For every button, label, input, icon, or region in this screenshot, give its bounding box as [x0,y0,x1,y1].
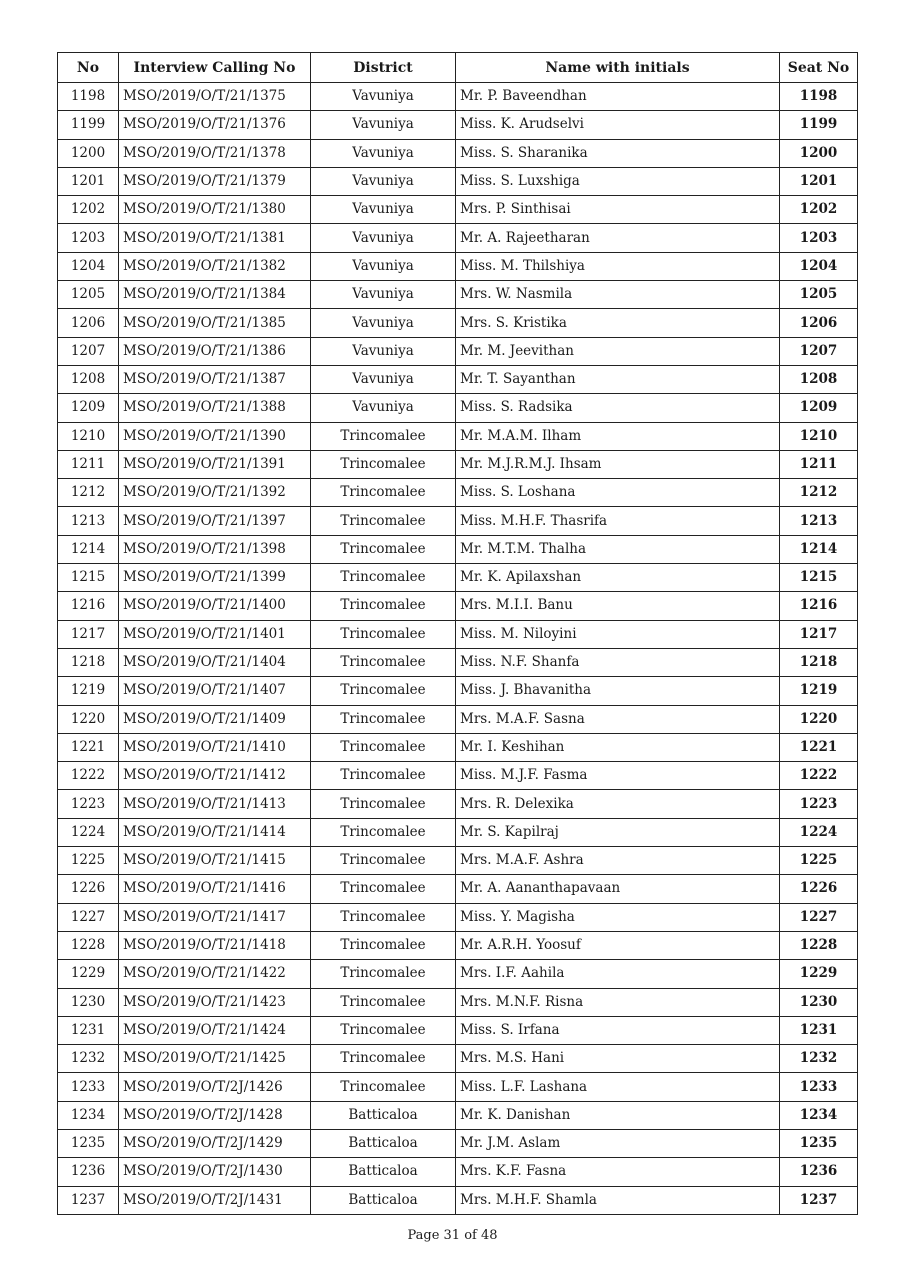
cell-district: Trincomalee [311,960,456,988]
table-row [58,422,858,450]
cell-name: Mr. S. Kapilraj [456,818,780,846]
cell-no: 1233 [58,1073,119,1101]
cell-interview-calling-no: MSO/2019/O/T/21/1387 [119,365,311,393]
cell-interview-calling-no: MSO/2019/O/T/21/1382 [119,252,311,280]
cell-district: Trincomalee [311,1073,456,1101]
cell-name: Mr. I. Keshihan [456,733,780,761]
cell-district: Trincomalee [311,988,456,1016]
cell-interview-calling-no: MSO/2019/O/T/21/1416 [119,875,311,903]
cell-name: Miss. N.F. Shanfa [456,648,780,676]
cell-interview-calling-no: MSO/2019/O/T/21/1401 [119,620,311,648]
cell-seat-no: 1226 [780,875,858,903]
cell-interview-calling-no: MSO/2019/O/T/21/1404 [119,648,311,676]
table-row [58,931,858,959]
cell-name: Miss. M.H.F. Thasrifa [456,507,780,535]
cell-name: Miss. M. Niloyini [456,620,780,648]
cell-no: 1235 [58,1129,119,1157]
cell-interview-calling-no: MSO/2019/O/T/21/1407 [119,677,311,705]
cell-interview-calling-no: MSO/2019/O/T/21/1423 [119,988,311,1016]
table-row [58,1045,858,1073]
cell-no: 1226 [58,875,119,903]
cell-no: 1227 [58,903,119,931]
cell-name: Mr. K. Apilaxshan [456,564,780,592]
cell-district: Trincomalee [311,705,456,733]
cell-name: Miss. M. Thilshiya [456,252,780,280]
cell-interview-calling-no: MSO/2019/O/T/21/1398 [119,535,311,563]
cell-seat-no: 1219 [780,677,858,705]
cell-district: Vavuniya [311,196,456,224]
cell-interview-calling-no: MSO/2019/O/T/21/1378 [119,139,311,167]
cell-seat-no: 1215 [780,564,858,592]
cell-seat-no: 1221 [780,733,858,761]
cell-no: 1217 [58,620,119,648]
table-row [58,365,858,393]
cell-district: Batticaloa [311,1129,456,1157]
table-row [58,1073,858,1101]
cell-seat-no: 1236 [780,1158,858,1186]
cell-no: 1207 [58,337,119,365]
header-name: Name with initials [456,53,780,83]
table-row [58,875,858,903]
cell-name: Mrs. K.F. Fasna [456,1158,780,1186]
cell-district: Trincomalee [311,762,456,790]
table-row [58,733,858,761]
cell-name: Mrs. W. Nasmila [456,281,780,309]
table-row [58,196,858,224]
cell-seat-no: 1205 [780,281,858,309]
cell-district: Vavuniya [311,337,456,365]
cell-seat-no: 1199 [780,111,858,139]
cell-no: 1205 [58,281,119,309]
cell-no: 1212 [58,479,119,507]
cell-seat-no: 1227 [780,903,858,931]
header-no: No [58,53,119,83]
cell-no: 1200 [58,139,119,167]
cell-no: 1230 [58,988,119,1016]
cell-interview-calling-no: MSO/2019/O/T/21/1376 [119,111,311,139]
cell-name: Mrs. P. Sinthisai [456,196,780,224]
cell-interview-calling-no: MSO/2019/O/T/21/1399 [119,564,311,592]
cell-no: 1202 [58,196,119,224]
cell-no: 1234 [58,1101,119,1129]
cell-district: Trincomalee [311,592,456,620]
cell-no: 1228 [58,931,119,959]
cell-seat-no: 1203 [780,224,858,252]
table-row [58,507,858,535]
cell-seat-no: 1206 [780,309,858,337]
cell-district: Trincomalee [311,847,456,875]
cell-district: Batticaloa [311,1186,456,1214]
cell-no: 1201 [58,167,119,195]
cell-district: Vavuniya [311,365,456,393]
table-body [58,83,858,1215]
cell-name: Mr. P. Baveendhan [456,83,780,111]
cell-name: Mrs. M.I.I. Banu [456,592,780,620]
table-row [58,394,858,422]
cell-seat-no: 1231 [780,1016,858,1044]
cell-name: Miss. S. Radsika [456,394,780,422]
cell-district: Batticaloa [311,1158,456,1186]
cell-no: 1222 [58,762,119,790]
cell-district: Trincomalee [311,479,456,507]
cell-seat-no: 1217 [780,620,858,648]
cell-no: 1219 [58,677,119,705]
cell-no: 1220 [58,705,119,733]
table-row [58,762,858,790]
cell-district: Trincomalee [311,620,456,648]
header-district: District [311,53,456,83]
cell-no: 1221 [58,733,119,761]
table-row [58,450,858,478]
cell-seat-no: 1202 [780,196,858,224]
cell-interview-calling-no: MSO/2019/O/T/21/1409 [119,705,311,733]
table-row [58,592,858,620]
cell-interview-calling-no: MSO/2019/O/T/21/1386 [119,337,311,365]
cell-seat-no: 1209 [780,394,858,422]
cell-no: 1215 [58,564,119,592]
cell-district: Trincomalee [311,875,456,903]
cell-district: Trincomalee [311,931,456,959]
header-row [58,53,858,83]
table-row [58,847,858,875]
cell-seat-no: 1216 [780,592,858,620]
cell-district: Trincomalee [311,790,456,818]
cell-district: Vavuniya [311,309,456,337]
cell-interview-calling-no: MSO/2019/O/T/21/1424 [119,1016,311,1044]
cell-seat-no: 1223 [780,790,858,818]
cell-district: Trincomalee [311,450,456,478]
cell-interview-calling-no: MSO/2019/O/T/21/1384 [119,281,311,309]
cell-interview-calling-no: MSO/2019/O/T/21/1418 [119,931,311,959]
cell-seat-no: 1208 [780,365,858,393]
table-row [58,83,858,111]
cell-interview-calling-no: MSO/2019/O/T/21/1410 [119,733,311,761]
cell-interview-calling-no: MSO/2019/O/T/21/1391 [119,450,311,478]
cell-seat-no: 1224 [780,818,858,846]
cell-no: 1232 [58,1045,119,1073]
cell-seat-no: 1222 [780,762,858,790]
cell-district: Trincomalee [311,648,456,676]
cell-district: Vavuniya [311,394,456,422]
table-row [58,479,858,507]
cell-name: Mr. K. Danishan [456,1101,780,1129]
cell-seat-no: 1200 [780,139,858,167]
cell-district: Vavuniya [311,224,456,252]
cell-name: Miss. S. Sharanika [456,139,780,167]
table-row [58,988,858,1016]
cell-no: 1210 [58,422,119,450]
table-row [58,1186,858,1214]
cell-interview-calling-no: MSO/2019/O/T/21/1381 [119,224,311,252]
candidate-table [57,52,858,1215]
cell-no: 1223 [58,790,119,818]
table-row [58,535,858,563]
cell-seat-no: 1225 [780,847,858,875]
cell-no: 1216 [58,592,119,620]
cell-interview-calling-no: MSO/2019/O/T/2J/1430 [119,1158,311,1186]
table-row [58,818,858,846]
cell-interview-calling-no: MSO/2019/O/T/21/1412 [119,762,311,790]
cell-seat-no: 1218 [780,648,858,676]
table-row [58,139,858,167]
cell-name: Miss. S. Luxshiga [456,167,780,195]
cell-name: Mrs. M.A.F. Sasna [456,705,780,733]
cell-interview-calling-no: MSO/2019/O/T/21/1385 [119,309,311,337]
cell-seat-no: 1201 [780,167,858,195]
table-row [58,620,858,648]
cell-name: Mr. A. Aananthapavaan [456,875,780,903]
table-row [58,1129,858,1157]
cell-no: 1229 [58,960,119,988]
cell-interview-calling-no: MSO/2019/O/T/21/1413 [119,790,311,818]
table-row [58,705,858,733]
table-row [58,309,858,337]
cell-seat-no: 1229 [780,960,858,988]
cell-name: Mr. M.J.R.M.J. Ihsam [456,450,780,478]
header-seat-no: Seat No [780,53,858,83]
table-row [58,790,858,818]
table-row [58,167,858,195]
cell-interview-calling-no: MSO/2019/O/T/21/1375 [119,83,311,111]
cell-no: 1199 [58,111,119,139]
cell-no: 1198 [58,83,119,111]
cell-name: Miss. S. Loshana [456,479,780,507]
cell-name: Miss. S. Irfana [456,1016,780,1044]
cell-no: 1211 [58,450,119,478]
cell-name: Mrs. M.A.F. Ashra [456,847,780,875]
cell-name: Mrs. M.H.F. Shamla [456,1186,780,1214]
cell-name: Mrs. M.S. Hani [456,1045,780,1073]
cell-no: 1206 [58,309,119,337]
cell-name: Mr. M.A.M. Ilham [456,422,780,450]
cell-name: Mr. A. Rajeetharan [456,224,780,252]
table-row [58,903,858,931]
cell-no: 1203 [58,224,119,252]
cell-seat-no: 1233 [780,1073,858,1101]
cell-interview-calling-no: MSO/2019/O/T/2J/1428 [119,1101,311,1129]
page-footer: Page 31 of 48 [407,1228,498,1243]
cell-name: Miss. L.F. Lashana [456,1073,780,1101]
cell-no: 1224 [58,818,119,846]
table-row [58,648,858,676]
cell-name: Miss. M.J.F. Fasma [456,762,780,790]
cell-district: Vavuniya [311,281,456,309]
cell-name: Mr. M.T.M. Thalha [456,535,780,563]
cell-name: Miss. K. Arudselvi [456,111,780,139]
cell-name: Mr. M. Jeevithan [456,337,780,365]
cell-seat-no: 1214 [780,535,858,563]
cell-no: 1237 [58,1186,119,1214]
cell-seat-no: 1235 [780,1129,858,1157]
cell-seat-no: 1212 [780,479,858,507]
cell-seat-no: 1198 [780,83,858,111]
table-row [58,224,858,252]
cell-name: Mr. J.M. Aslam [456,1129,780,1157]
cell-district: Trincomalee [311,535,456,563]
cell-interview-calling-no: MSO/2019/O/T/21/1388 [119,394,311,422]
table-row [58,564,858,592]
cell-district: Trincomalee [311,818,456,846]
cell-interview-calling-no: MSO/2019/O/T/2J/1426 [119,1073,311,1101]
cell-name: Mr. T. Sayanthan [456,365,780,393]
cell-no: 1208 [58,365,119,393]
cell-district: Vavuniya [311,83,456,111]
table-row [58,1158,858,1186]
cell-seat-no: 1228 [780,931,858,959]
cell-interview-calling-no: MSO/2019/O/T/21/1422 [119,960,311,988]
cell-no: 1225 [58,847,119,875]
table-row [58,677,858,705]
cell-district: Trincomalee [311,677,456,705]
cell-no: 1218 [58,648,119,676]
cell-name: Mrs. M.N.F. Risna [456,988,780,1016]
cell-no: 1236 [58,1158,119,1186]
cell-district: Trincomalee [311,507,456,535]
cell-seat-no: 1232 [780,1045,858,1073]
cell-district: Vavuniya [311,139,456,167]
cell-seat-no: 1210 [780,422,858,450]
cell-district: Trincomalee [311,1045,456,1073]
cell-interview-calling-no: MSO/2019/O/T/21/1390 [119,422,311,450]
table-row [58,1101,858,1129]
cell-district: Trincomalee [311,422,456,450]
cell-no: 1204 [58,252,119,280]
cell-name: Mr. A.R.H. Yoosuf [456,931,780,959]
cell-district: Vavuniya [311,167,456,195]
cell-seat-no: 1211 [780,450,858,478]
header-interview-calling-no: Interview Calling No [119,53,311,83]
cell-seat-no: 1234 [780,1101,858,1129]
cell-interview-calling-no: MSO/2019/O/T/2J/1429 [119,1129,311,1157]
cell-seat-no: 1237 [780,1186,858,1214]
cell-no: 1209 [58,394,119,422]
cell-name: Miss. J. Bhavanitha [456,677,780,705]
cell-interview-calling-no: MSO/2019/O/T/21/1379 [119,167,311,195]
cell-seat-no: 1230 [780,988,858,1016]
cell-seat-no: 1220 [780,705,858,733]
cell-district: Trincomalee [311,733,456,761]
table-row [58,960,858,988]
cell-interview-calling-no: MSO/2019/O/T/21/1414 [119,818,311,846]
cell-district: Trincomalee [311,564,456,592]
cell-interview-calling-no: MSO/2019/O/T/21/1415 [119,847,311,875]
cell-district: Vavuniya [311,252,456,280]
cell-district: Trincomalee [311,1016,456,1044]
cell-interview-calling-no: MSO/2019/O/T/21/1417 [119,903,311,931]
cell-seat-no: 1207 [780,337,858,365]
cell-seat-no: 1213 [780,507,858,535]
table-row [58,252,858,280]
cell-interview-calling-no: MSO/2019/O/T/21/1397 [119,507,311,535]
table-row [58,1016,858,1044]
cell-name: Mrs. S. Kristika [456,309,780,337]
cell-interview-calling-no: MSO/2019/O/T/21/1425 [119,1045,311,1073]
cell-district: Batticaloa [311,1101,456,1129]
cell-interview-calling-no: MSO/2019/O/T/21/1380 [119,196,311,224]
cell-district: Vavuniya [311,111,456,139]
cell-no: 1214 [58,535,119,563]
cell-name: Miss. Y. Magisha [456,903,780,931]
cell-no: 1231 [58,1016,119,1044]
cell-no: 1213 [58,507,119,535]
table-row [58,281,858,309]
cell-interview-calling-no: MSO/2019/O/T/2J/1431 [119,1186,311,1214]
table-row [58,337,858,365]
cell-interview-calling-no: MSO/2019/O/T/21/1400 [119,592,311,620]
cell-interview-calling-no: MSO/2019/O/T/21/1392 [119,479,311,507]
cell-name: Mrs. R. Delexika [456,790,780,818]
table-row [58,111,858,139]
cell-district: Trincomalee [311,903,456,931]
cell-name: Mrs. I.F. Aahila [456,960,780,988]
cell-seat-no: 1204 [780,252,858,280]
